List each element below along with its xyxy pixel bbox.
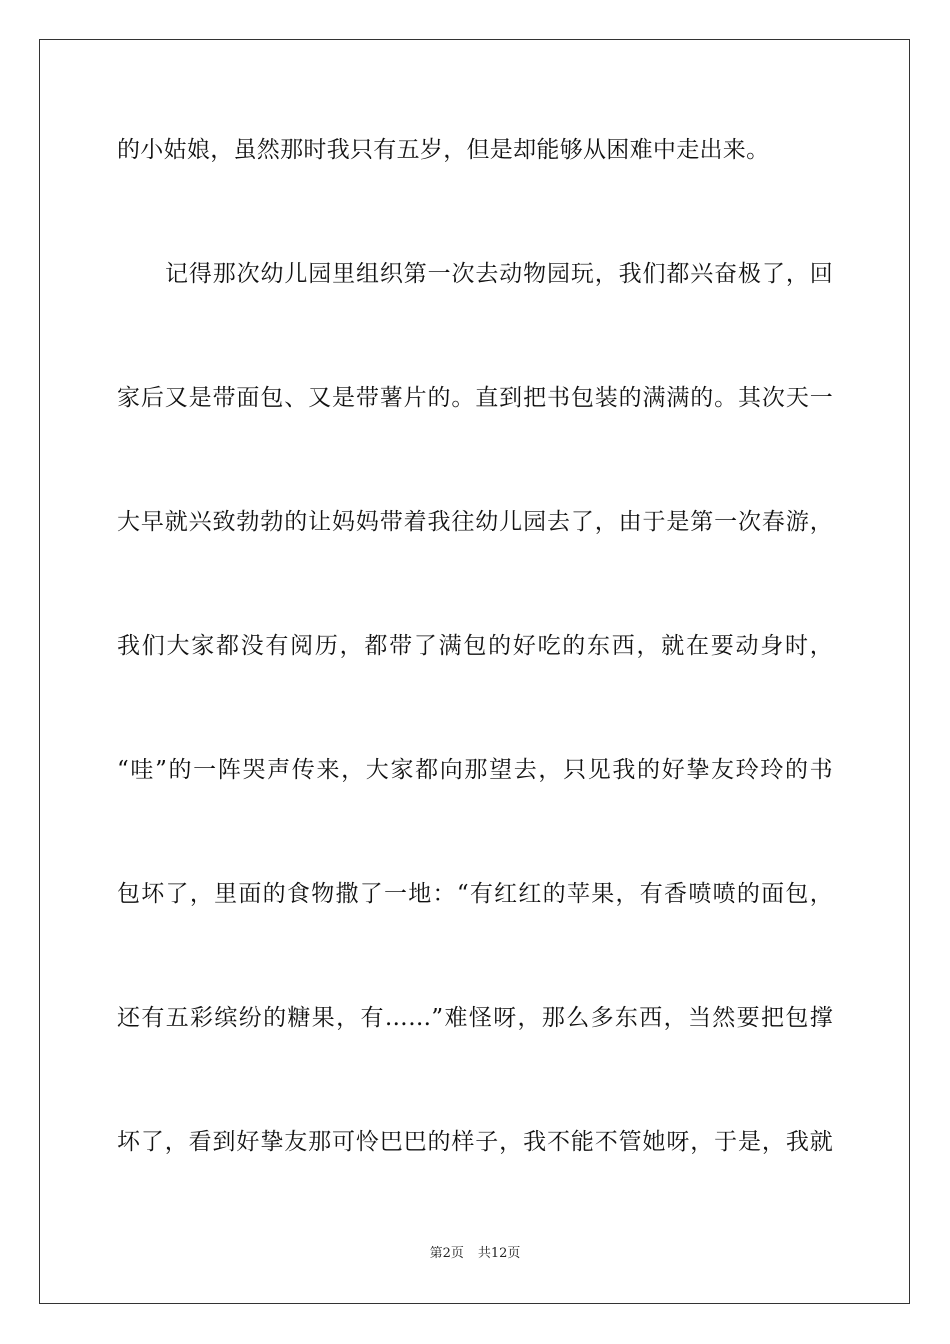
text-line-7: 包坏了，里面的食物撒了一地：“有红红的苹果，有香喷喷的面包， bbox=[117, 881, 833, 907]
text-line-3: 家后又是带面包、又是带薯片的。直到把书包装的满满的。其次天一 bbox=[117, 385, 833, 411]
text-line-9: 坏了，看到好挚友那可怜巴巴的样子，我不能不管她呀，于是，我就 bbox=[117, 1129, 833, 1155]
page-border bbox=[39, 39, 910, 1304]
text-line-8: 还有五彩缤纷的糖果，有……”难怪呀，那么多东西，当然要把包撑 bbox=[117, 1005, 833, 1031]
page-number: 第2页 bbox=[429, 1246, 464, 1261]
text-line-2: 记得那次幼儿园里组织第一次去动物园玩，我们都兴奋极了，回 bbox=[165, 261, 833, 287]
page-total: 共12页 bbox=[477, 1246, 521, 1261]
text-line-4: 大早就兴致勃勃的让妈妈带着我往幼儿园去了，由于是第一次春游， bbox=[117, 509, 833, 535]
text-line-5: 我们大家都没有阅历，都带了满包的好吃的东西，就在要动身时， bbox=[117, 633, 833, 659]
text-line-1: 的小姑娘，虽然那时我只有五岁，但是却能够从困难中走出来。 bbox=[117, 137, 770, 163]
text-line-6: “哇”的一阵哭声传来，大家都向那望去，只见我的好挚友玲玲的书 bbox=[117, 757, 833, 783]
page-footer bbox=[0, 1246, 950, 1262]
